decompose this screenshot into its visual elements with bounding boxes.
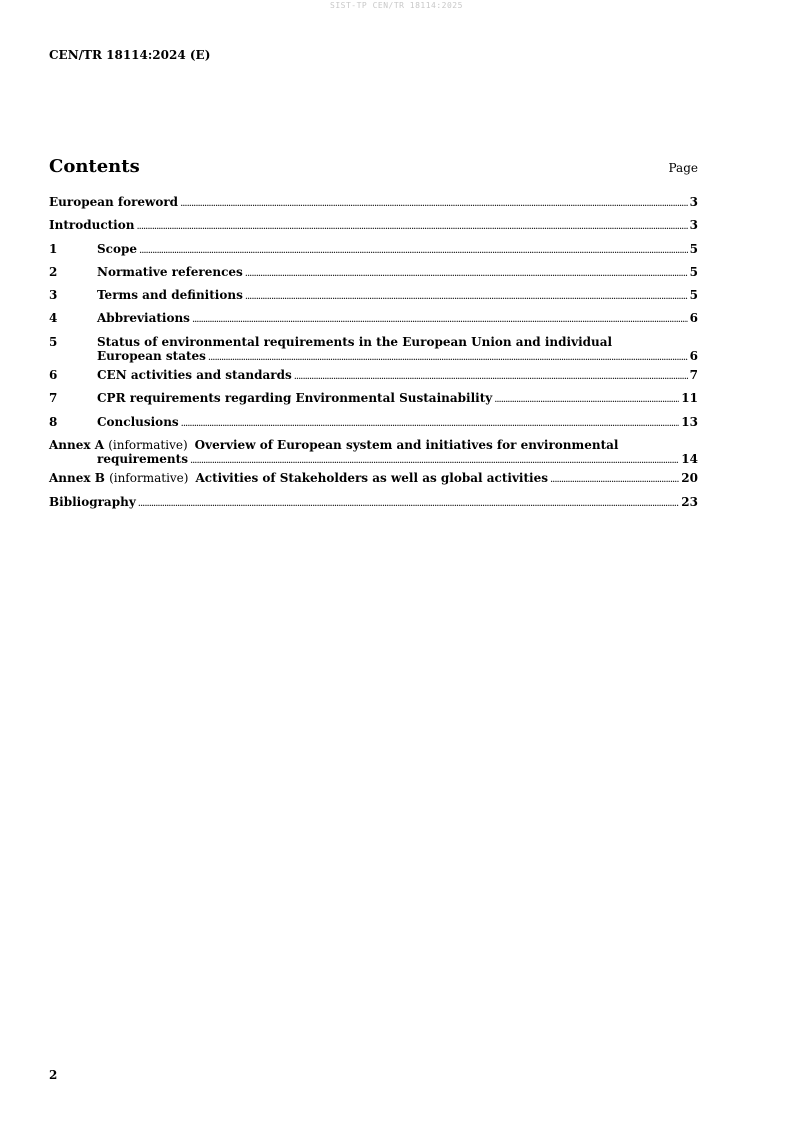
toc-entry-page: 7 — [689, 368, 698, 383]
toc-entry-number: 6 — [49, 368, 58, 383]
page-number: 2 — [49, 1068, 58, 1082]
toc-entry-introduction[interactable] — [49, 218, 698, 234]
toc-entry-number: 4 — [49, 311, 58, 326]
annex-letter: Annex B — [49, 471, 105, 486]
toc-entry-page: 3 — [689, 218, 698, 233]
toc-entry-title-line2: European states — [97, 348, 206, 363]
toc-entry-title-line1: Overview of European system and initiatives for environmental — [194, 437, 619, 452]
toc-entry-page: 6 — [689, 311, 698, 326]
toc-entry-number: 1 — [49, 241, 58, 256]
toc-entry-title: European foreword — [49, 195, 179, 209]
toc-entry-page: 23 — [681, 494, 698, 509]
toc-leader-dots — [494, 393, 679, 407]
toc-leader-dots — [294, 370, 688, 384]
annex-informative: (informative) — [109, 471, 189, 486]
toc-leader-dots — [139, 244, 688, 258]
toc-leader-dots — [136, 220, 687, 234]
toc-entry-page: 20 — [681, 471, 698, 486]
toc-entry-scope[interactable] — [49, 242, 698, 258]
toc-entry-title: Introduction — [49, 218, 135, 233]
toc-entry-title: Conclusions — [97, 414, 179, 429]
toc-entry-normative-references[interactable] — [49, 265, 698, 281]
toc-entry-title: Scope — [97, 241, 138, 256]
toc-entry-title: Normative references — [97, 264, 243, 279]
toc-entry-title: Terms and definitions — [97, 288, 243, 303]
toc-leader-dots — [138, 497, 680, 511]
toc-leader-dots — [192, 313, 688, 327]
toc-entry-title: Abbreviations — [97, 311, 190, 326]
toc-entry-title: Activities of Stakeholders as well as global activities — [195, 471, 548, 486]
toc-entry-page: 13 — [681, 414, 698, 429]
toc-entry-annex-a[interactable] — [49, 438, 698, 468]
toc-entry-abbreviations[interactable] — [49, 311, 698, 327]
toc-entry-cen-activities[interactable] — [49, 368, 698, 384]
toc-entry-bibliography[interactable] — [49, 495, 698, 511]
toc-leader-dots — [550, 473, 679, 487]
toc-leader-dots — [181, 417, 680, 431]
toc-entry-conclusions[interactable] — [49, 415, 698, 431]
document-identifier: CEN/TR 18114:2024 (E) — [49, 48, 211, 62]
toc-entry-page: 5 — [689, 241, 698, 256]
annex-label — [49, 471, 188, 485]
annex-informative: (informative) — [108, 437, 188, 452]
toc-entry-page: 5 — [689, 264, 698, 279]
toc-entry-title: CEN activities and standards — [97, 368, 292, 383]
toc-entry-terms-and-definitions[interactable] — [49, 288, 698, 304]
watermark: SIST-TP CEN/TR 18114:2025 — [330, 1, 463, 10]
toc-entry-page: 3 — [689, 195, 698, 209]
toc-entry-page: 11 — [681, 391, 698, 406]
toc-leader-dots — [180, 197, 688, 211]
toc-entry-title-line2: requirements — [97, 451, 188, 466]
annex-label — [49, 438, 188, 452]
annex-letter: Annex A — [49, 437, 105, 452]
toc-entry-status-environmental-requirements[interactable] — [49, 335, 698, 365]
contents-heading: Contents — [49, 156, 140, 177]
toc-entry-number: 5 — [49, 334, 58, 349]
toc-entry-page: 6 — [689, 348, 698, 363]
toc-leader-dots — [245, 267, 688, 281]
toc-leader-dots — [208, 351, 688, 365]
toc-entry-title-line1: Status of environmental requirements in the European Union and individual — [97, 334, 613, 349]
toc-entry-number: 3 — [49, 288, 58, 303]
toc-entry-page: 5 — [689, 288, 698, 303]
toc-entry-european-foreword[interactable] — [49, 195, 698, 211]
toc-entry-cpr-requirements[interactable] — [49, 391, 698, 407]
toc-leader-dots — [190, 454, 679, 468]
toc-entry-number: 7 — [49, 391, 58, 406]
toc-entry-number: 8 — [49, 414, 58, 429]
toc-entry-annex-b[interactable] — [49, 471, 698, 487]
toc-entry-title: CPR requirements regarding Environmental Sustainability — [97, 391, 493, 406]
toc-entry-title: Bibliography — [49, 494, 136, 509]
toc-entry-number: 2 — [49, 264, 58, 279]
toc-leader-dots — [245, 290, 688, 304]
table-of-contents — [49, 195, 698, 518]
page-column-label: Page — [668, 161, 698, 175]
toc-entry-page: 14 — [681, 451, 698, 466]
